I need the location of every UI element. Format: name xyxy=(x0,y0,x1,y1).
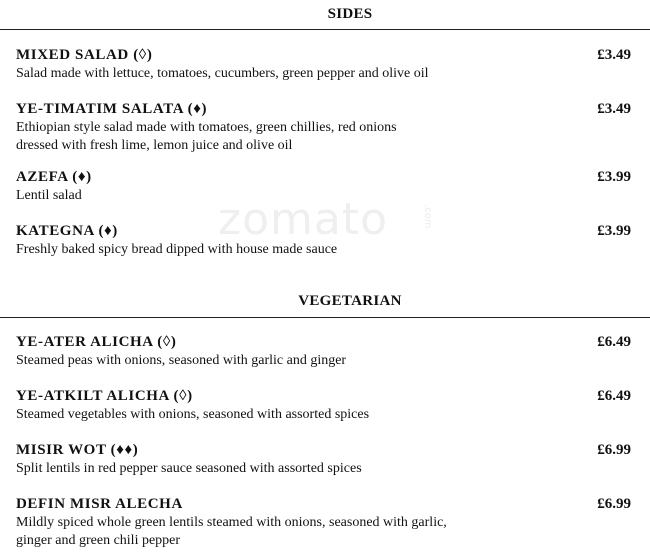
item-description-line: Freshly baked spicy bread dipped with house made sauce xyxy=(16,242,338,257)
item-price: £6.49 xyxy=(597,334,631,350)
item-name: AZEFA (♦) xyxy=(16,169,92,185)
zomato-watermark-suffix: .com xyxy=(422,204,433,229)
item-price: £3.99 xyxy=(597,169,631,185)
item-price: £3.49 xyxy=(597,101,631,117)
section-title-vegetarian: VEGETARIAN xyxy=(298,293,402,309)
menu-item-azefa xyxy=(16,168,631,205)
item-name: YE-ATKILT ALICHA (◊) xyxy=(16,388,193,404)
menu-item-kategna xyxy=(16,222,631,259)
item-name: KATEGNA (♦) xyxy=(16,223,118,239)
item-description xyxy=(16,65,516,83)
item-price: £3.99 xyxy=(597,223,631,239)
item-price: £6.49 xyxy=(597,388,631,404)
item-description-line: Steamed peas with onions, seasoned with garlic and ginger xyxy=(16,353,347,368)
menu-item-misir-wot xyxy=(16,441,631,478)
item-description-line: Split lentils in red pepper sauce seasoned with assorted spices xyxy=(16,461,362,476)
item-description xyxy=(16,460,516,478)
section-title-sides: SIDES xyxy=(327,6,373,22)
item-price: £6.99 xyxy=(597,442,631,458)
item-description xyxy=(16,187,516,205)
item-description-line: Ethiopian style salad made with tomatoes, green chillies, red onions xyxy=(16,120,397,135)
item-description xyxy=(16,352,516,370)
item-name: MIXED SALAD (◊) xyxy=(16,47,153,63)
item-description-line: Salad made with lettuce, tomatoes, cucumbers, green pepper and olive oil xyxy=(16,66,429,81)
item-description xyxy=(16,119,516,155)
section-divider xyxy=(0,29,650,30)
item-description xyxy=(16,514,516,550)
item-description-line: Mildly spiced whole green lentils steamed with onions, seasoned with garlic, xyxy=(16,515,447,530)
item-description xyxy=(16,241,516,259)
item-name: MISIR WOT (♦♦) xyxy=(16,442,139,458)
menu-item-defin-misr-alecha xyxy=(16,495,631,550)
item-description-line: ginger and green chili pepper xyxy=(16,533,181,548)
menu-item-ye-ater-alicha xyxy=(16,333,631,370)
item-name: DEFIN MISR ALECHA xyxy=(16,496,183,512)
section-divider xyxy=(0,317,650,318)
menu-item-ye-atkilt-alicha xyxy=(16,387,631,424)
item-price: £3.49 xyxy=(597,47,631,63)
item-description-line: dressed with fresh lime, lemon juice and olive oil xyxy=(16,138,293,153)
zomato-watermark: zomato xyxy=(218,194,389,245)
menu-item-ye-timatim-salata xyxy=(16,100,631,155)
item-description xyxy=(16,406,516,424)
item-price: £6.99 xyxy=(597,496,631,512)
item-name: YE-TIMATIM SALATA (♦) xyxy=(16,101,208,117)
item-description-line: Lentil salad xyxy=(16,188,82,203)
menu-item-mixed-salad xyxy=(16,46,631,83)
item-name: YE-ATER ALICHA (◊) xyxy=(16,334,177,350)
item-description-line: Steamed vegetables with onions, seasoned with assorted spices xyxy=(16,407,370,422)
